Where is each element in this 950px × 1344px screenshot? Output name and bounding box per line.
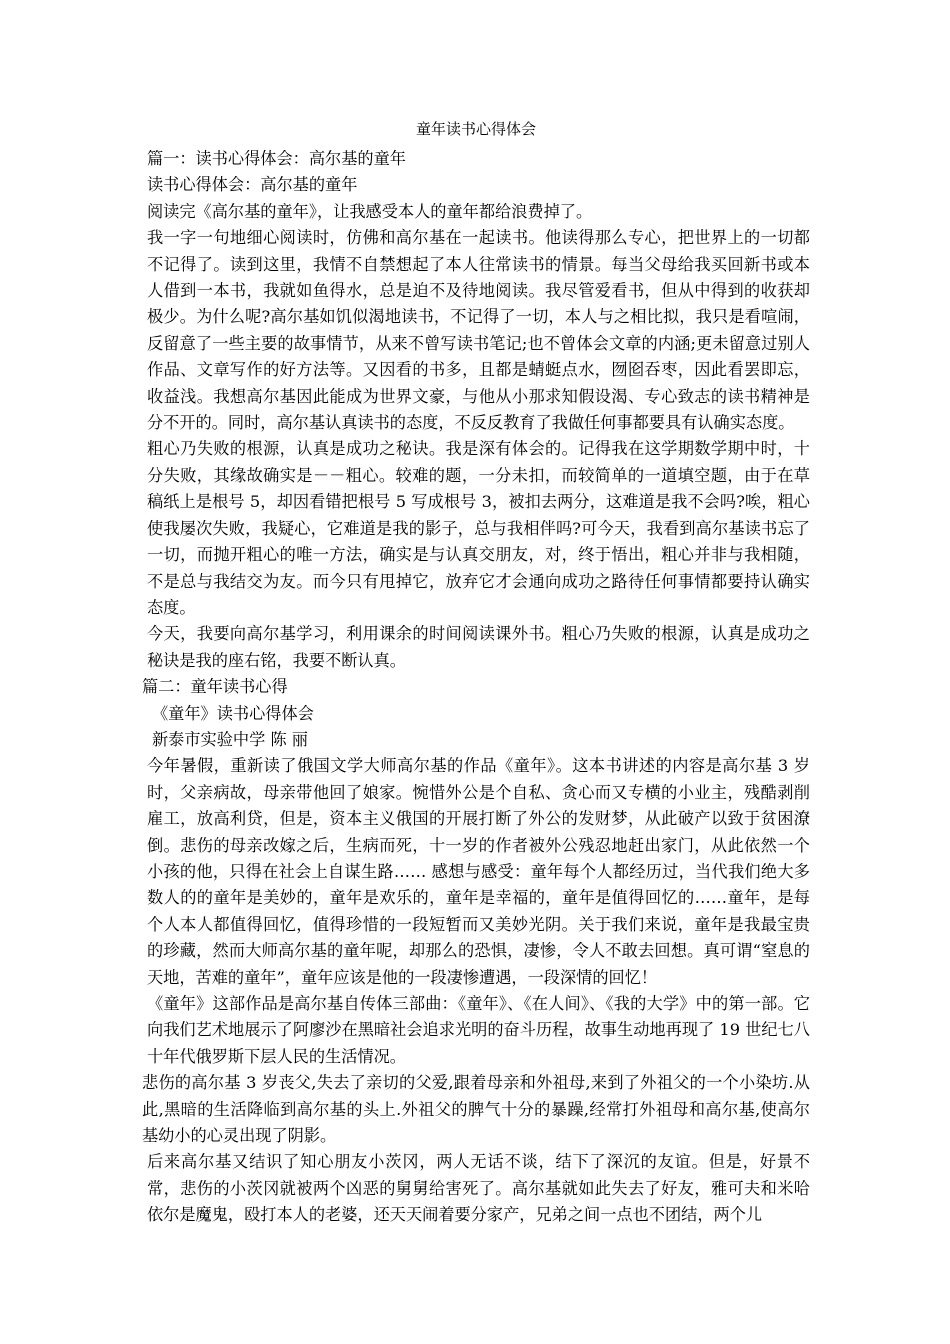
paragraph: 后来高尔基又结识了知心朋友小茨冈，两人无话不谈，结下了深沉的友谊。但是，好景不常，悲伤的小茨冈就被两个凶恶的舅舅给害死了。高尔基就如此失去了好友，雅可夫和米哈依尔是魔鬼，殴打本人的老婆，还天天闹着要分家产，兄弟之间一点也不团结，两个儿 <box>147 1152 810 1225</box>
document-title: 童年读书心得体会 <box>415 120 536 138</box>
paragraph: 粗心乃失败的根源，认真是成功之秘诀。我是深有体会的。记得我在这学期数学期中时，十分失败，其缘故确实是－－粗心。较难的题，一分未扣，而较简单的一道填空题，由于在草稿纸上是根号 5，却因看错把根号 5 写成根号 3，被扣去两分，这难道是我不会吗?唉，粗心使我屡次失败，我疑心，它难道是我的影子，总与我相伴吗?可今天，我看到高尔基读书忘了一切，而抛开粗心的唯一方法，确实是与认真交朋友，对，终于悟出，粗心并非与我相随，不是总与我结交为友。而今只有甩掉它，放弃它才会通向成功之路待任何事情都要持认确实态度。 <box>147 439 810 617</box>
author-line: 新泰市实验中学 陈 丽 <box>152 729 308 749</box>
subheading: 读书心得体会：高尔基的童年 <box>147 175 358 195</box>
paragraph: 今天，我要向高尔基学习，利用课余的时间阅读课外书。粗心乃失败的根源，认真是成功之秘诀是我的座右铭，我要不断认真。 <box>147 624 810 670</box>
section-heading-1: 篇一：读书心得体会：高尔基的童年 <box>147 149 406 168</box>
paragraph: 阅读完《高尔基的童年》，让我感受本人的童年都给浪费掉了。 <box>147 201 593 221</box>
document-page <box>142 118 810 1229</box>
paragraph: 今年暑假，重新读了俄国文学大师高尔基的作品《童年》。这本书讲述的内容是高尔基 3 岁时，父亲病故，母亲带他回了娘家。惋惜外公是个自私、贪心而又专横的小业主，残酷剥削雇工，放高利贷，但是，资本主义俄国的开展打断了外公的发财梦，从此破产以致于贫困潦倒。悲伤的母亲改嫁之后，生病而死，十一岁的作者被外公残忍地赶出家门，从此依然一个小孩的他，只得在社会上自谋生路…… 感想与感受：童年每个人都经历过，当代我们绝大多数人的的童年是美妙的，童年是欢乐的，童年是幸福的，童年是值得回忆的……童年，是每个人本人都值得回忆，值得珍惜的一段短暂而又美妙光阴。关于我们来说，童年是我最宝贵的珍藏，然而大师高尔基的童年呢，却那么的恐惧，凄惨，令人不敢去回想。真可谓“窒息的天地，苦难的童年”，童年应该是他的一段凄惨遭遇，一段深情的回忆！ <box>147 756 810 987</box>
paragraph: 《童年》这部作品是高尔基自传体三部曲：《童年》、《在人间》、《我的大学》中的第一部。它向我们艺术地展示了阿廖沙在黑暗社会追求光明的奋斗历程，故事生动地再现了 19 世纪七八十年代俄罗斯下层人民的生活情况。 <box>147 994 810 1066</box>
subheading: 《童年》读书心得体会 <box>152 703 314 723</box>
paragraph: 我一字一句地细心阅读时，仿佛和高尔基在一起读书。他读得那么专心，把世界上的一切都不记得了。读到这里，我情不自禁想起了本人往常读书的情景。每当父母给我买回新书或本人借到一本书，我就如鱼得水，总是迫不及待地阅读。我尽管爱看书，但从中得到的收获却极少。为什么呢?高尔基如饥似渴地读书，不记得了一切，本人与之相比拟，我只是看喧闹，反留意了一些主要的故事情节，从来不曾写读书笔记;也不曾体会文章的内涵;更未留意过别人作品、文章写作的好方法等。又因看的书多，且都是蜻蜓点水，囫囵吞枣，因此看罢即忘，收益浅。我想高尔基因此能成为世界文豪，与他从小那求知假设渴、专心致志的读书精神是分不开的。同时，高尔基认真读书的态度，不反反教育了我做任何事都要具有认确实态度。 <box>147 228 810 433</box>
section-heading-2: 篇二：童年读书心得 <box>142 677 288 697</box>
paragraph: 悲伤的高尔基 3 岁丧父,失去了亲切的父爱,跟着母亲和外祖母,来到了外祖父的一个小染坊.从此,黑暗的生活降临到高尔基的头上.外祖父的脾气十分的暴躁,经常打外祖母和高尔基,使高尔基幼小的心灵出现了阴影。 <box>142 1073 810 1146</box>
